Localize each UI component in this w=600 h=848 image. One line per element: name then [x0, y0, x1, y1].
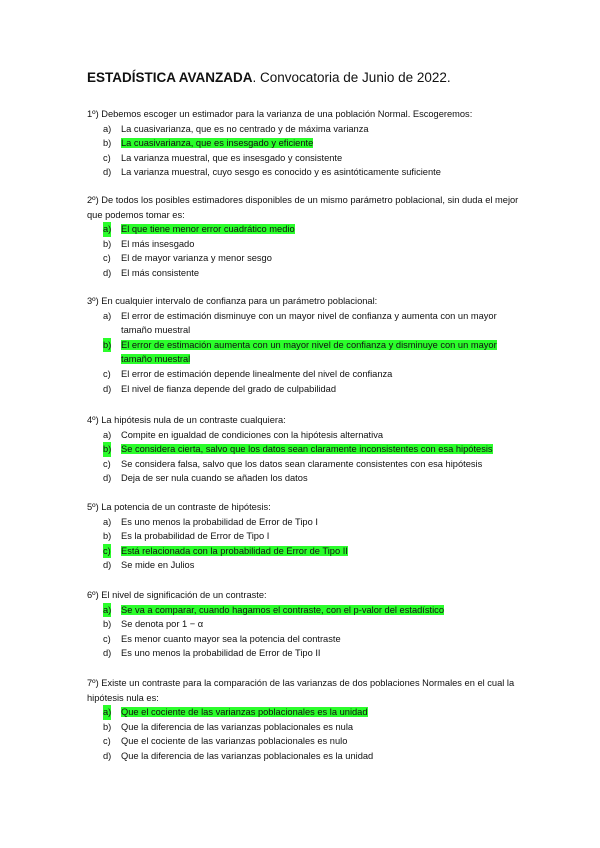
- option-letter: b): [103, 531, 112, 542]
- option-c: [87, 457, 527, 472]
- option-letter: a): [103, 222, 111, 237]
- options-list: [87, 705, 527, 763]
- question-text: 3º) En cualquier intervalo de confianza para un parámetro poblacional:: [87, 296, 378, 306]
- option-text: La varianza muestral, que es insesgado y consistente: [121, 152, 343, 163]
- option-text: La cuasivarianza, que es insesgado y eficiente: [121, 138, 314, 149]
- question-text: 1º) Debemos escoger un estimador para la varianza de una población Normal. Escogeremos:: [87, 109, 473, 119]
- option-letter: a): [103, 429, 112, 440]
- option-letter: a): [103, 705, 111, 720]
- option-text: Es uno menos la probabilidad de Error de Tipo I: [121, 516, 318, 527]
- option-d: [87, 646, 527, 661]
- question-text: 5º) La potencia de un contraste de hipótesis:: [87, 502, 271, 512]
- option-letter: c): [103, 458, 111, 469]
- option-a: [87, 309, 527, 338]
- option-text: Que la diferencia de las varianzas poblacionales es la unidad: [121, 750, 374, 761]
- question-text: 6º) El nivel de significación de un contraste:: [87, 590, 267, 600]
- option-letter: b): [103, 138, 112, 149]
- option-letter: c): [103, 544, 111, 559]
- option-text: El que tiene menor error cuadrático medio: [121, 224, 295, 235]
- option-letter: b): [103, 721, 112, 732]
- option-d: [87, 749, 527, 764]
- option-text: Que la diferencia de las varianzas poblacionales es nula: [121, 721, 354, 732]
- title-rest: . Convocatoria de Junio de 2022.: [252, 70, 451, 85]
- option-b-correct: [87, 338, 527, 367]
- option-letter: b): [103, 619, 112, 630]
- options-list: [87, 309, 527, 397]
- option-a: [87, 428, 527, 443]
- options-list: [87, 515, 527, 573]
- option-a-correct: [87, 705, 527, 720]
- question-4: [87, 413, 527, 486]
- option-c-correct: [87, 544, 527, 559]
- option-letter: b): [103, 338, 111, 353]
- options-list: [87, 428, 527, 486]
- option-text: Se mide en Julios: [121, 560, 195, 571]
- option-a: [87, 515, 527, 530]
- option-text: Se denota por 1 − α: [121, 619, 204, 630]
- option-text: El error de estimación aumenta con un mayor nivel de confianza y disminuye con un mayor tamaño muestral: [121, 339, 497, 365]
- option-letter: b): [103, 238, 112, 249]
- option-text: Es la probabilidad de Error de Tipo I: [121, 531, 270, 542]
- options-list: [87, 122, 527, 180]
- option-text: Deja de ser nula cuando se añaden los datos: [121, 473, 308, 484]
- option-text: El de mayor varianza y menor sesgo: [121, 253, 272, 264]
- option-d: [87, 266, 527, 281]
- option-text: Está relacionada con la probabilidad de Error de Tipo II: [121, 545, 348, 556]
- option-text: Que el cociente de las varianzas poblacionales es la unidad: [121, 707, 368, 718]
- option-c: [87, 632, 527, 647]
- option-text: Compite en igualdad de condiciones con la hipótesis alternativa: [121, 429, 384, 440]
- option-text: Se considera cierta, salvo que los datos sean claramente inconsistentes con esa hipótesis: [121, 444, 493, 455]
- option-letter: d): [103, 560, 112, 571]
- option-letter: a): [103, 123, 112, 134]
- title-bold: ESTADÍSTICA AVANZADA: [87, 70, 253, 85]
- option-c: [87, 151, 527, 166]
- question-text: 4º) La hipótesis nula de un contraste cualquiera:: [87, 415, 286, 425]
- option-c: [87, 734, 527, 749]
- option-text: El error de estimación depende linealmente del nivel de confianza: [121, 368, 393, 379]
- option-d: [87, 382, 527, 397]
- question-text: 2º) De todos los posibles estimadores disponibles de un mismo parámetro poblacional, sin duda el mejor que podemos tomar es:: [87, 195, 519, 220]
- option-letter: a): [103, 516, 112, 527]
- option-d: [87, 471, 527, 486]
- question-5: [87, 500, 527, 573]
- option-c: [87, 251, 527, 266]
- options-list: [87, 603, 527, 661]
- option-a-correct: [87, 603, 527, 618]
- question-1: [87, 107, 527, 180]
- question-3: [87, 294, 527, 396]
- option-text: El nivel de fianza depende del grado de culpabilidad: [121, 383, 337, 394]
- option-letter: c): [103, 152, 111, 163]
- option-text: Es uno menos la probabilidad de Error de Tipo II: [121, 648, 321, 659]
- options-list: [87, 222, 527, 280]
- option-b: [87, 529, 527, 544]
- option-letter: d): [103, 167, 112, 178]
- option-letter: d): [103, 383, 112, 394]
- option-letter: d): [103, 267, 112, 278]
- option-a-correct: [87, 222, 527, 237]
- option-letter: a): [103, 310, 112, 321]
- option-a: [87, 122, 527, 137]
- option-text: La cuasivarianza, que es no centrado y de máxima varianza: [121, 123, 369, 134]
- option-text: El más insesgado: [121, 238, 195, 249]
- option-b: [87, 237, 527, 252]
- option-c: [87, 367, 527, 382]
- option-letter: d): [103, 648, 112, 659]
- option-letter: c): [103, 633, 111, 644]
- option-d: [87, 558, 527, 573]
- option-letter: d): [103, 750, 112, 761]
- option-letter: d): [103, 473, 112, 484]
- option-letter: a): [103, 603, 111, 618]
- option-text: Que el cociente de las varianzas poblacionales es nulo: [121, 736, 348, 747]
- option-d: [87, 165, 527, 180]
- option-text: Es menor cuanto mayor sea la potencia del contraste: [121, 633, 341, 644]
- option-letter: c): [103, 253, 111, 264]
- option-letter: b): [103, 442, 111, 457]
- option-b: [87, 617, 527, 632]
- option-b: [87, 720, 527, 735]
- question-6: [87, 588, 527, 661]
- option-text: Se va a comparar, cuando hagamos el contraste, con el p-valor del estadístico: [121, 604, 444, 615]
- option-text: El más consistente: [121, 267, 200, 278]
- page-title: [87, 70, 451, 85]
- option-text: Se considera falsa, salvo que los datos sean claramente consistentes con esa hipótesis: [121, 458, 483, 469]
- option-text: El error de estimación disminuye con un mayor nivel de confianza y aumenta con un mayor tamaño muestral: [121, 310, 497, 336]
- question-text: 7º) Existe un contraste para la comparación de las varianzas de dos poblaciones Normales en el cual la hipótesis nula es:: [87, 678, 515, 703]
- option-letter: c): [103, 736, 111, 747]
- option-letter: c): [103, 368, 111, 379]
- option-text: La varianza muestral, cuyo sesgo es conocido y es asintóticamente suficiente: [121, 167, 441, 178]
- option-b-correct: [87, 442, 527, 457]
- question-2: [87, 193, 527, 281]
- question-7: [87, 676, 527, 764]
- option-b-correct: [87, 136, 527, 151]
